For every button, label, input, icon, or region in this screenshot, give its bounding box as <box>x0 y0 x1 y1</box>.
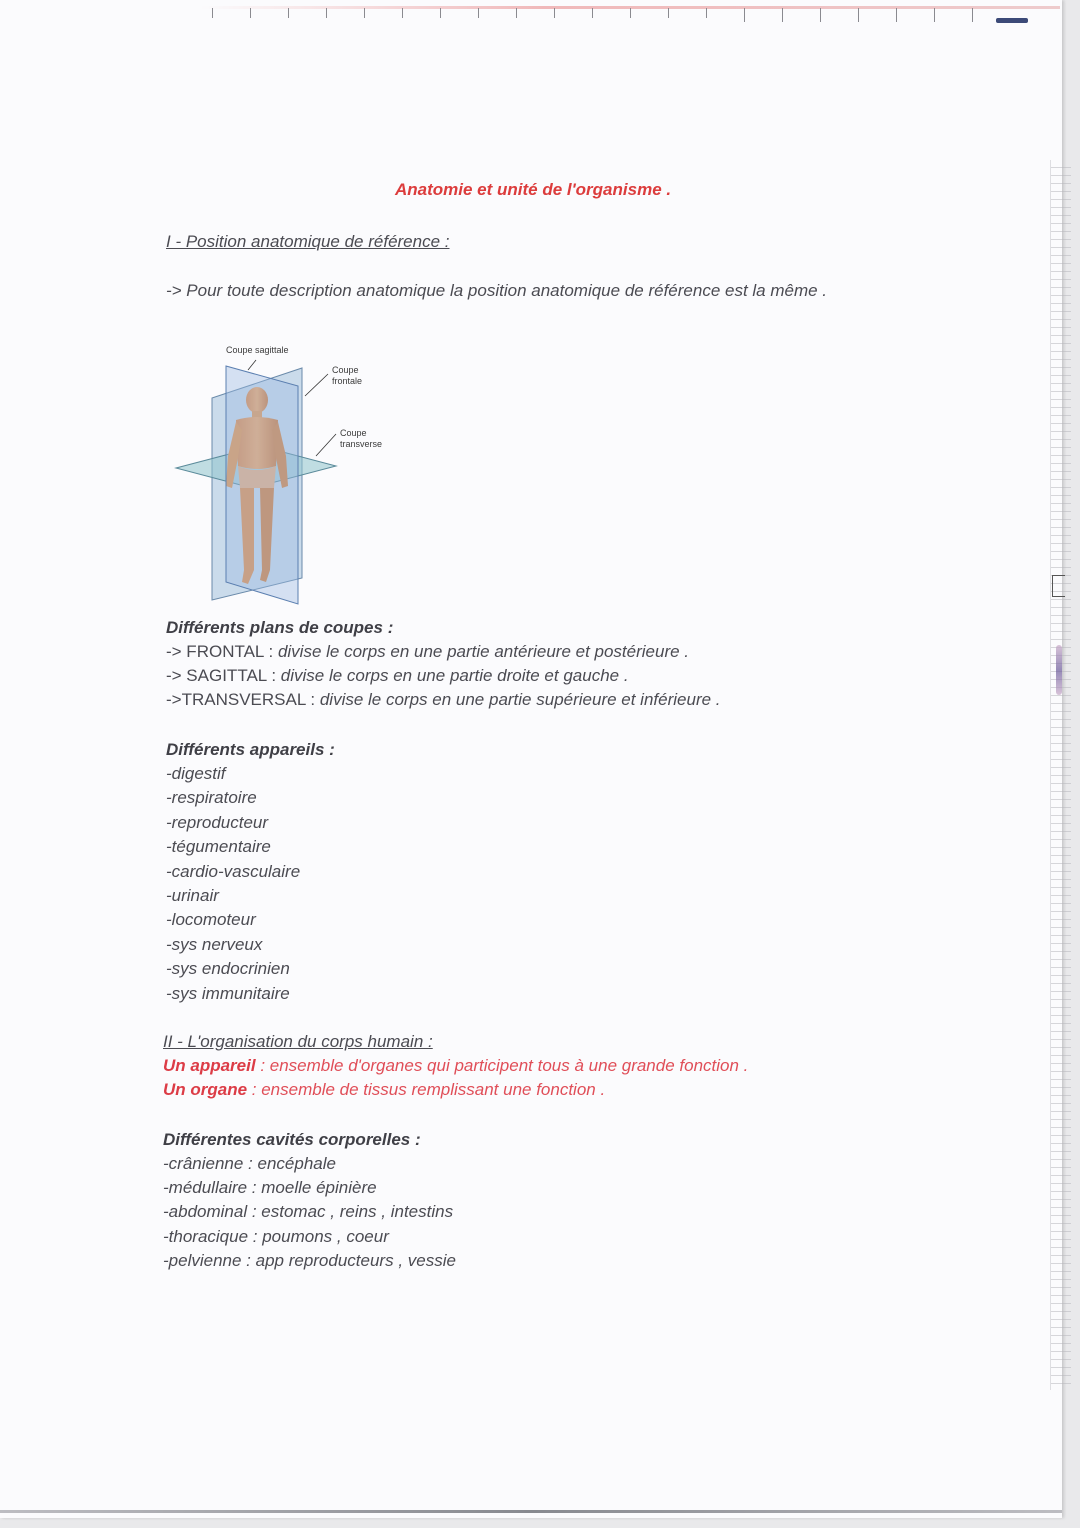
binder-clip-mark <box>1052 575 1065 597</box>
section2-heading: II - L'organisation du corps humain : <box>163 1032 433 1051</box>
page-title: Anatomie et unité de l'organisme . <box>395 180 672 199</box>
appareils-heading: Différents appareils : <box>166 740 335 759</box>
definition-appareil <box>163 1056 748 1076</box>
plane-name: ->TRANSVERSAL : <box>166 690 316 709</box>
tick-mark <box>706 8 707 18</box>
planes-heading: Différents plans de coupes : <box>166 618 394 637</box>
cavites-heading: Différentes cavités corporelles : <box>163 1130 421 1149</box>
plane-description: divise le corps en une partie antérieure et postérieure . <box>273 642 690 661</box>
tick-mark <box>972 8 973 22</box>
tick-mark <box>934 8 935 22</box>
list-item <box>163 1154 336 1174</box>
tick-mark <box>364 8 365 18</box>
plane-name: -> FRONTAL : <box>166 642 274 661</box>
list-item: -reproducteur <box>166 812 269 832</box>
tick-mark <box>668 8 669 18</box>
label-frontal-line1: Coupe <box>332 365 359 375</box>
plane-item <box>166 690 721 710</box>
tick-mark <box>820 8 821 22</box>
cavity-name: -thoracique : <box>163 1227 258 1246</box>
tick-mark <box>630 8 631 18</box>
tick-mark <box>744 8 745 22</box>
appareils-list <box>166 762 300 1006</box>
bottom-edge <box>0 1510 1062 1513</box>
anatomical-planes-figure <box>168 338 398 608</box>
cavity-name: -crânienne : <box>163 1154 253 1173</box>
tick-mark <box>858 8 859 22</box>
label-sagittal: Coupe sagittale <box>226 345 289 355</box>
definition-term: Un organe <box>163 1080 248 1099</box>
definition-term: Un appareil <box>163 1056 256 1075</box>
list-item: -tégumentaire <box>166 837 271 857</box>
cavity-content: app reproducteurs , vessie <box>250 1251 456 1270</box>
tick-mark <box>440 8 441 18</box>
tick-mark <box>326 8 327 18</box>
label-frontal-line2: frontale <box>332 376 363 386</box>
binder-ribbon-mark <box>1056 645 1062 695</box>
cavity-name: -pelvienne : <box>163 1251 251 1270</box>
binder-edge <box>1050 160 1071 1390</box>
section1-intro: -> Pour toute description anatomique la position anatomique de référence est la même . <box>166 281 828 300</box>
sagittal-plane <box>226 366 298 604</box>
cavity-name: -abdominal : <box>163 1202 257 1221</box>
cavity-content: poumons , coeur <box>257 1227 389 1246</box>
list-item <box>163 1251 456 1271</box>
plane-description: divise le corps en une partie droite et gauche . <box>276 666 629 685</box>
tick-mark <box>478 8 479 18</box>
label-transverse-line1: Coupe <box>340 428 367 438</box>
list-item: -locomoteur <box>166 910 256 930</box>
tick-mark <box>250 8 251 18</box>
definition-organe <box>163 1080 605 1100</box>
list-item <box>163 1178 377 1198</box>
list-item: -digestif <box>166 764 226 783</box>
tick-mark <box>288 8 289 18</box>
list-item <box>163 1227 389 1247</box>
cavity-name: -médullaire : <box>163 1178 257 1197</box>
tick-mark <box>516 8 517 18</box>
cavity-content: moelle épinière <box>256 1178 377 1197</box>
list-item: -urinair <box>166 885 219 905</box>
label-transverse-line2: transverse <box>340 439 383 449</box>
cavity-content: encéphale <box>252 1154 336 1173</box>
tick-mark <box>896 8 897 22</box>
definition-text: : ensemble de tissus remplissant une fonction . <box>247 1080 606 1099</box>
tick-mark <box>554 8 555 18</box>
tick-mark <box>212 8 213 18</box>
list-item: -respiratoire <box>166 788 257 808</box>
list-item: -sys endocrinien <box>166 959 290 979</box>
body-planes-illustration <box>168 338 398 608</box>
label-frontal <box>332 365 362 387</box>
sheet-protector-ticks <box>0 8 1062 28</box>
plane-item <box>166 642 689 662</box>
list-item <box>163 1202 453 1222</box>
label-transverse <box>340 428 382 450</box>
section1-heading: I - Position anatomique de référence : <box>166 232 450 251</box>
tick-mark <box>782 8 783 22</box>
corner-mark <box>996 18 1028 23</box>
list-item: -sys immunitaire <box>166 983 290 1003</box>
plane-item <box>166 666 629 686</box>
tick-mark <box>402 8 403 18</box>
list-item: -cardio-vasculaire <box>166 861 301 881</box>
plane-name: -> SAGITTAL : <box>166 666 277 685</box>
tick-mark <box>592 8 593 18</box>
cavity-content: estomac , reins , intestins <box>256 1202 454 1221</box>
list-item: -sys nerveux <box>166 934 263 954</box>
plane-description: divise le corps en une partie supérieure et inférieure . <box>315 690 721 709</box>
definition-text: : ensemble d'organes qui participent tous à une grande fonction . <box>255 1056 749 1075</box>
